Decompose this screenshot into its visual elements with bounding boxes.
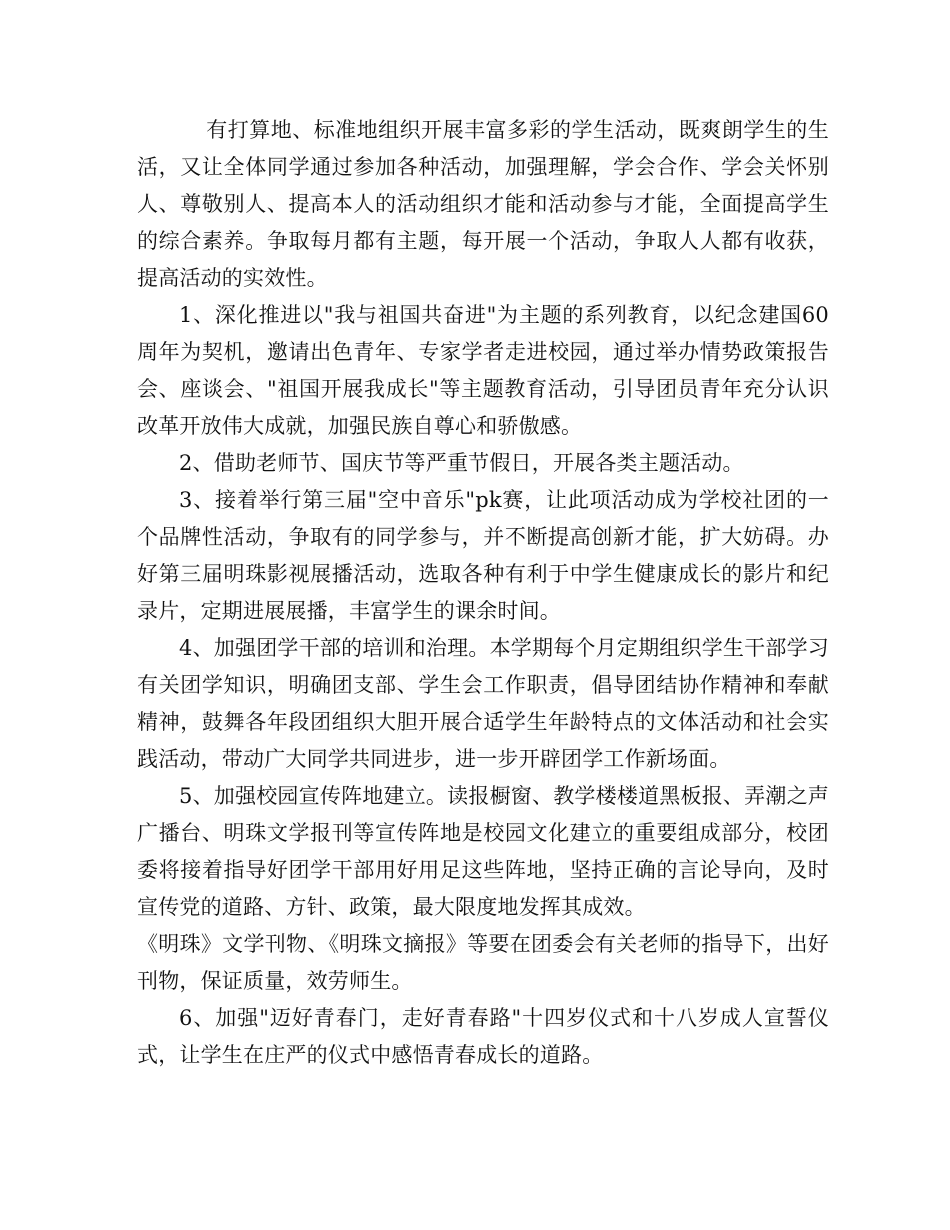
paragraph-item-1: 1、深化推进以"我与祖国共奋进"为主题的系列教育，以纪念建国60周年为契机，邀请出色青年、专家学者走进校园，通过举办情势政策报告会、座谈会、"祖国开展我成长"等主题教育活动，引导团员青年充分认识改革开放伟大成就，加强民族自尊心和骄傲感。 <box>137 303 829 438</box>
paragraph-item-4: 4、加强团学干部的培训和治理。本学期每个月定期组织学生干部学习有关团学知识，明确团支部、学生会工作职责，倡导团结协作精神和奉献精神，鼓舞各年段团组织大胆开展合适学生年龄特点的文体活动和社会实践活动，带动广大同学共同进步，进一步开辟团学工作新场面。 <box>137 636 829 771</box>
paragraph-item-2: 2、借助老师节、国庆节等严重节假日，开展各类主题活动。 <box>179 451 744 475</box>
paragraph-item-5-continued: 《明珠》文学刊物、《明珠文摘报》等要在团委会有关老师的指导下，出好刊物，保证质量，效劳师生。 <box>137 932 829 993</box>
paragraph-item-3: 3、接着举行第三届"空中音乐"pk赛，让此项活动成为学校社团的一个品牌性活动，争取有的同学参与，并不断提高创新才能，扩大妨碍。办好第三届明珠影视展播活动，选取各种有利于中学生健康成长的影片和纪录片，定期进展展播，丰富学生的课余时间。 <box>137 488 829 623</box>
document-body <box>137 112 829 1074</box>
paragraph-item-6: 6、加强"迈好青春门，走好青春路"十四岁仪式和十八岁成人宣誓仪式，让学生在庄严的仪式中感悟青春成长的道路。 <box>137 1006 829 1067</box>
paragraph-item-5: 5、加强校园宣传阵地建立。读报橱窗、教学楼楼道黑板报、弄潮之声广播台、明珠文学报刊等宣传阵地是校园文化建立的重要组成部分，校团委将接着指导好团学干部用好用足这些阵地，坚持正确的言论导向，及时宣传党的道路、方针、政策，最大限度地发挥其成效。 <box>137 784 829 919</box>
paragraph-intro: 有打算地、标准地组织开展丰富多彩的学生活动，既爽朗学生的生活，又让全体同学通过参加各种活动，加强理解，学会合作、学会关怀别人、尊敬别人、提高本人的活动组织才能和活动参与才能，全面提高学生的综合素养。争取每月都有主题，每开展一个活动，争取人人都有收获，提高活动的实效性。 <box>137 118 829 290</box>
